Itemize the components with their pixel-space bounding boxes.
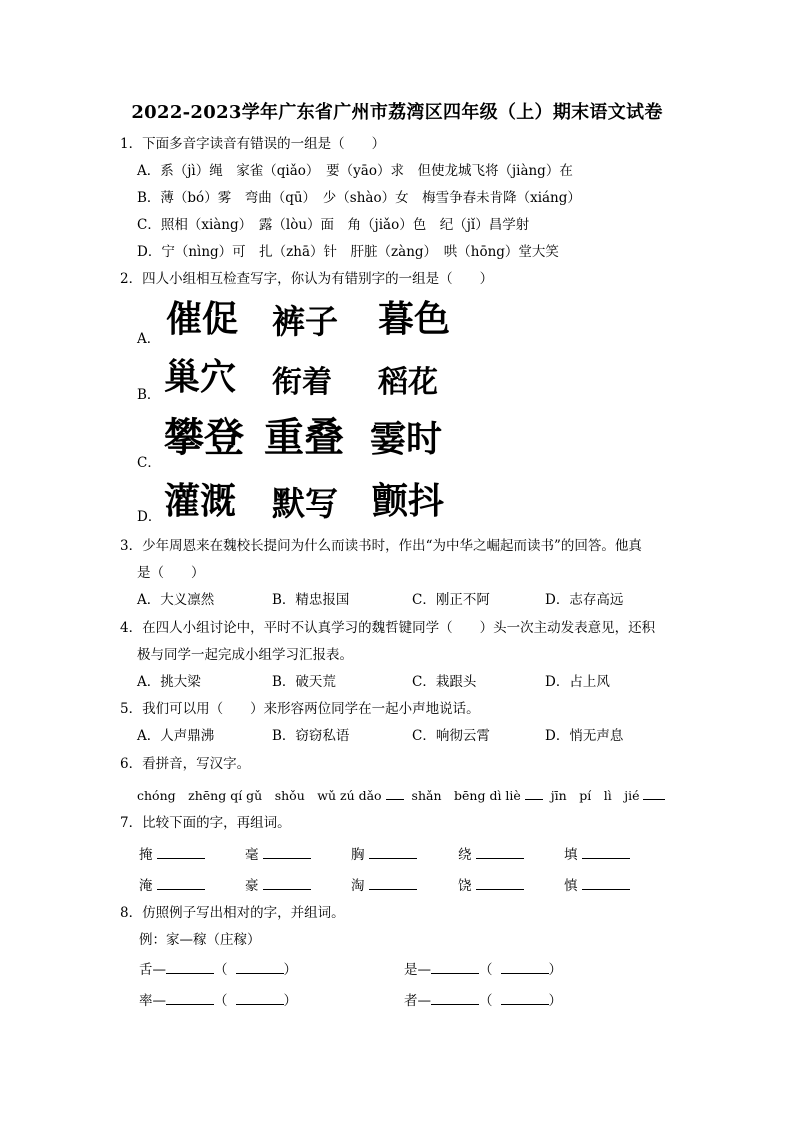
q6-answer-blank-1[interactable] [386,785,404,800]
q7-answer-blank[interactable] [263,875,311,890]
q7-char: 胸 [351,847,365,863]
q2-b-word2: 衔着 [272,365,332,400]
q7-item [139,875,205,895]
q8-paren-open: （ [479,962,493,978]
q3-option-a: A．大义凛然 [137,592,215,608]
q2-b-word1: 巢穴 [164,357,237,398]
q7-item [564,875,630,895]
q6-pinyin-3: jīn pí lì jié [550,788,640,803]
q2-c-word2: 重叠 [264,415,344,461]
q7-answer-blank[interactable] [263,844,311,859]
q2-a-word2: 裤子 [272,302,338,341]
q8-item [139,959,297,979]
q7-answer-blank[interactable] [476,875,524,890]
q2-d-word1: 灌溉 [164,481,237,522]
q2-stem: 2．四人小组相互检查写字，你认为有错别字的一组是（ ） [120,271,494,287]
q6-pinyin-2: shǎn bēng dì liè [411,788,521,803]
q8-item [139,990,297,1010]
q8-paren-open: （ [214,993,228,1009]
q8-word-blank[interactable] [236,959,284,974]
q7-answer-blank[interactable] [582,875,630,890]
q5-option-c: C．响彻云霄 [412,728,490,744]
q7-char: 饶 [458,878,472,894]
q4-option-b: B．破天荒 [272,674,336,690]
q3-stem-line1: 3．少年周恩来在魏校长提问为什么而读书时，作出“为中华之崛起而读书”的回答。他真 [120,538,642,554]
q5-option-d: D．悄无声息 [545,728,624,744]
q8-word-blank[interactable] [501,959,549,974]
q1-option-a: A．系（jì）绳 家雀（qiǎo） 要（yāo）求 但使龙城飞将（jiàng）在 [137,163,573,179]
q1-option-b: B．薄（bó）雾 弯曲（qū） 少（shào）女 梅雪争春未肯降（xiáng） [137,190,581,206]
q8-char-blank[interactable] [431,959,479,974]
q7-item [458,844,524,864]
q8-paren-close: ） [548,993,562,1009]
q8-char-blank[interactable] [166,959,214,974]
page-title: 2022-2023学年广东省广州市荔湾区四年级（上）期末语文试卷 [131,102,663,123]
q8-char-blank[interactable] [166,990,214,1005]
q8-char: 者— [404,993,431,1009]
q2-d-word2: 默写 [272,484,338,523]
q4-stem-line2: 极与同学一起完成小组学习汇报表。 [137,647,353,663]
q3-option-c: C．刚正不阿 [412,592,490,608]
q7-char: 淹 [139,878,153,894]
q7-answer-blank[interactable] [369,875,417,890]
q7-answer-blank[interactable] [582,844,630,859]
q2-a-word3: 暮色 [378,299,451,340]
q8-stem: 8．仿照例子写出相对的字，并组词。 [120,905,345,921]
q2-c-word1: 攀登 [164,415,244,461]
q6-stem: 6．看拼音，写汉字。 [120,756,251,772]
q6-pinyin-1: chóng zhēng qí gǔ shǒu wǔ zú dǎo [137,788,382,803]
q8-paren-open: （ [479,993,493,1009]
q7-char: 填 [564,847,578,863]
q7-char: 毫 [245,847,259,863]
q8-paren-close: ） [283,962,297,978]
q7-answer-blank[interactable] [369,844,417,859]
q7-char: 豪 [245,878,259,894]
q7-item [245,844,311,864]
q6-answer-blank-3[interactable] [643,785,665,800]
q8-example: 例：家—稼（庄稼） [139,932,261,948]
q4-stem-line1: 4．在四人小组讨论中，平时不认真学习的魏哲键同学（ ）头一次主动发表意见，还积 [120,620,656,636]
q2-a-word1: 催促 [166,299,239,340]
q8-word-blank[interactable] [501,990,549,1005]
q8-char: 率— [139,993,166,1009]
q2-b-word3: 稻花 [378,365,438,400]
q1-stem: 1．下面多音字读音有错误的一组是（ ） [120,136,386,152]
q6-pinyin-line [137,785,665,805]
q8-char-blank[interactable] [431,990,479,1005]
q2-letter-c: C． [137,455,161,471]
q3-option-d: D．志存高远 [545,592,624,608]
q8-char: 舌— [139,962,166,978]
q7-answer-blank[interactable] [157,844,205,859]
q6-answer-blank-2[interactable] [525,785,543,800]
q1-option-c: C．照相（xiàng） 露（lòu）面 角（jiǎo）色 纪（jǐ）昌学射 [137,217,530,233]
q2-c-word3: 霎时 [370,419,443,460]
q7-item [139,844,205,864]
q7-answer-blank[interactable] [157,875,205,890]
q7-item [351,875,417,895]
q1-option-d: D．宁（nìng）可 扎（zhā）针 肝脏（zàng） 哄（hōng）堂大笑 [137,244,559,260]
q8-word-blank[interactable] [236,990,284,1005]
q8-paren-close: ） [548,962,562,978]
q5-option-a: A．人声鼎沸 [137,728,215,744]
q7-char: 掩 [139,847,153,863]
q8-paren-close: ） [283,993,297,1009]
q5-stem: 5．我们可以用（ ）来形容两位同学在一起小声地说话。 [120,701,480,717]
q4-option-d: D．占上风 [545,674,610,690]
q7-answer-blank[interactable] [476,844,524,859]
q8-char: 是— [404,962,431,978]
q2-letter-a: A． [137,331,161,347]
q7-char: 绕 [458,847,472,863]
q8-item [404,959,562,979]
q5-option-b: B．窃窃私语 [272,728,350,744]
q2-letter-b: B． [137,387,161,403]
q8-item [404,990,562,1010]
q7-char: 淘 [351,878,365,894]
q4-option-c: C．栽跟头 [412,674,477,690]
q7-item [458,875,524,895]
q4-option-a: A．挑大梁 [137,674,201,690]
q7-item [351,844,417,864]
q3-stem-line2: 是（ ） [137,565,205,581]
q8-paren-open: （ [214,962,228,978]
q2-d-word3: 颤抖 [372,481,445,522]
q7-stem: 7．比较下面的字，再组词。 [120,815,291,831]
q7-item [245,875,311,895]
q2-letter-d: D． [137,509,162,525]
q3-option-b: B．精忠报国 [272,592,350,608]
q7-item [564,844,630,864]
q7-char: 慎 [564,878,578,894]
